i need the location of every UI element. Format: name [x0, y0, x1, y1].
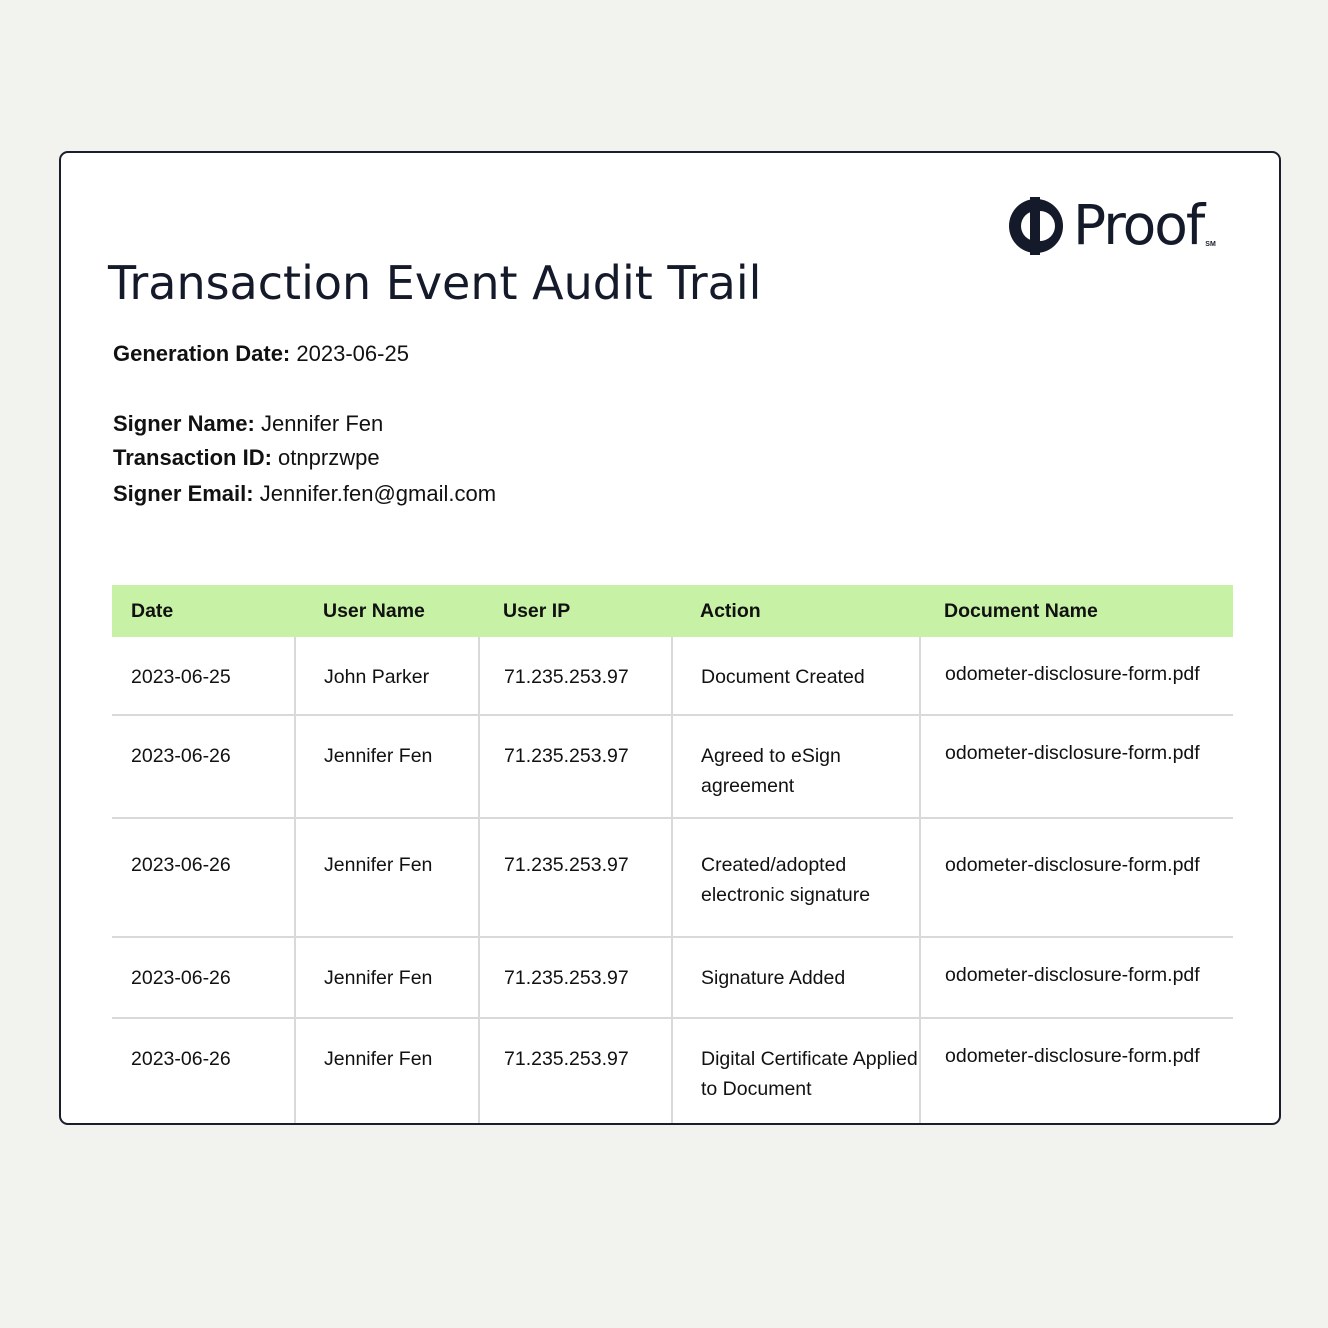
cell-document-name: odometer-disclosure-form.pdf	[920, 937, 1233, 1018]
cell-document-name: odometer-disclosure-form.pdf	[920, 637, 1233, 715]
signer-name-value: Jennifer Fen	[260, 411, 384, 436]
column-header-user-name: User Name	[295, 585, 479, 637]
table-row	[112, 637, 1233, 715]
cell-user-name: John Parker	[295, 637, 479, 715]
audit-table	[112, 585, 1233, 1125]
page-title: Transaction Event Audit Trail	[108, 256, 762, 310]
signer-name	[113, 411, 383, 437]
proof-logo-icon	[1007, 193, 1065, 259]
transaction-id-value: otnprzwpe	[278, 445, 380, 470]
column-header-action: Action	[672, 585, 920, 637]
column-header-date: Date	[112, 585, 295, 637]
signer-name-label: Signer Name:	[113, 411, 255, 436]
cell-user-ip: 71.235.253.97	[479, 1018, 672, 1125]
table-row	[112, 715, 1233, 818]
service-mark: SM	[1205, 241, 1216, 248]
transaction-id	[113, 445, 380, 471]
cell-document-name: odometer-disclosure-form.pdf	[920, 715, 1233, 818]
transaction-id-label: Transaction ID:	[113, 445, 272, 470]
cell-user-name: Jennifer Fen	[295, 937, 479, 1018]
cell-date: 2023-06-26	[112, 715, 295, 818]
cell-user-name: Jennifer Fen	[295, 715, 479, 818]
cell-document-name: odometer-disclosure-form.pdf	[920, 818, 1233, 937]
cell-user-ip: 71.235.253.97	[479, 937, 672, 1018]
cell-user-name: Jennifer Fen	[295, 1018, 479, 1125]
cell-action: Digital Certificate Applied to Document	[672, 1018, 920, 1125]
column-header-user-ip: User IP	[479, 585, 672, 637]
cell-user-name: Jennifer Fen	[295, 818, 479, 937]
proof-logo-text: Proof	[1073, 193, 1204, 257]
signer-email	[113, 481, 496, 507]
audit-trail-card	[59, 151, 1281, 1125]
generation-date-label: Generation Date:	[113, 341, 291, 366]
generation-date-value: 2023-06-25	[296, 341, 409, 366]
cell-document-name: odometer-disclosure-form.pdf	[920, 1018, 1233, 1125]
cell-user-ip: 71.235.253.97	[479, 715, 672, 818]
signer-email-label: Signer Email:	[113, 481, 254, 506]
table-header-row	[112, 585, 1233, 637]
cell-date: 2023-06-26	[112, 818, 295, 937]
column-header-document-name: Document Name	[920, 585, 1233, 637]
generation-date	[113, 341, 409, 367]
table-row	[112, 937, 1233, 1018]
cell-date: 2023-06-26	[112, 937, 295, 1018]
signer-email-value: Jennifer.fen@gmail.com	[259, 481, 497, 506]
cell-date: 2023-06-26	[131, 1048, 231, 1070]
table-row	[112, 1018, 1233, 1125]
cell-action: Created/adopted electronic signature	[672, 818, 920, 937]
table-row	[112, 818, 1233, 937]
cell-date: 2023-06-25	[112, 637, 295, 715]
cell-user-ip: 71.235.253.97	[479, 637, 672, 715]
cell-action: Signature Added	[672, 937, 920, 1018]
cell-action: Document Created	[672, 637, 920, 715]
proof-logo	[1007, 193, 1216, 259]
cell-action: Agreed to eSign agreement	[672, 715, 920, 818]
cell-user-ip: 71.235.253.97	[479, 818, 672, 937]
